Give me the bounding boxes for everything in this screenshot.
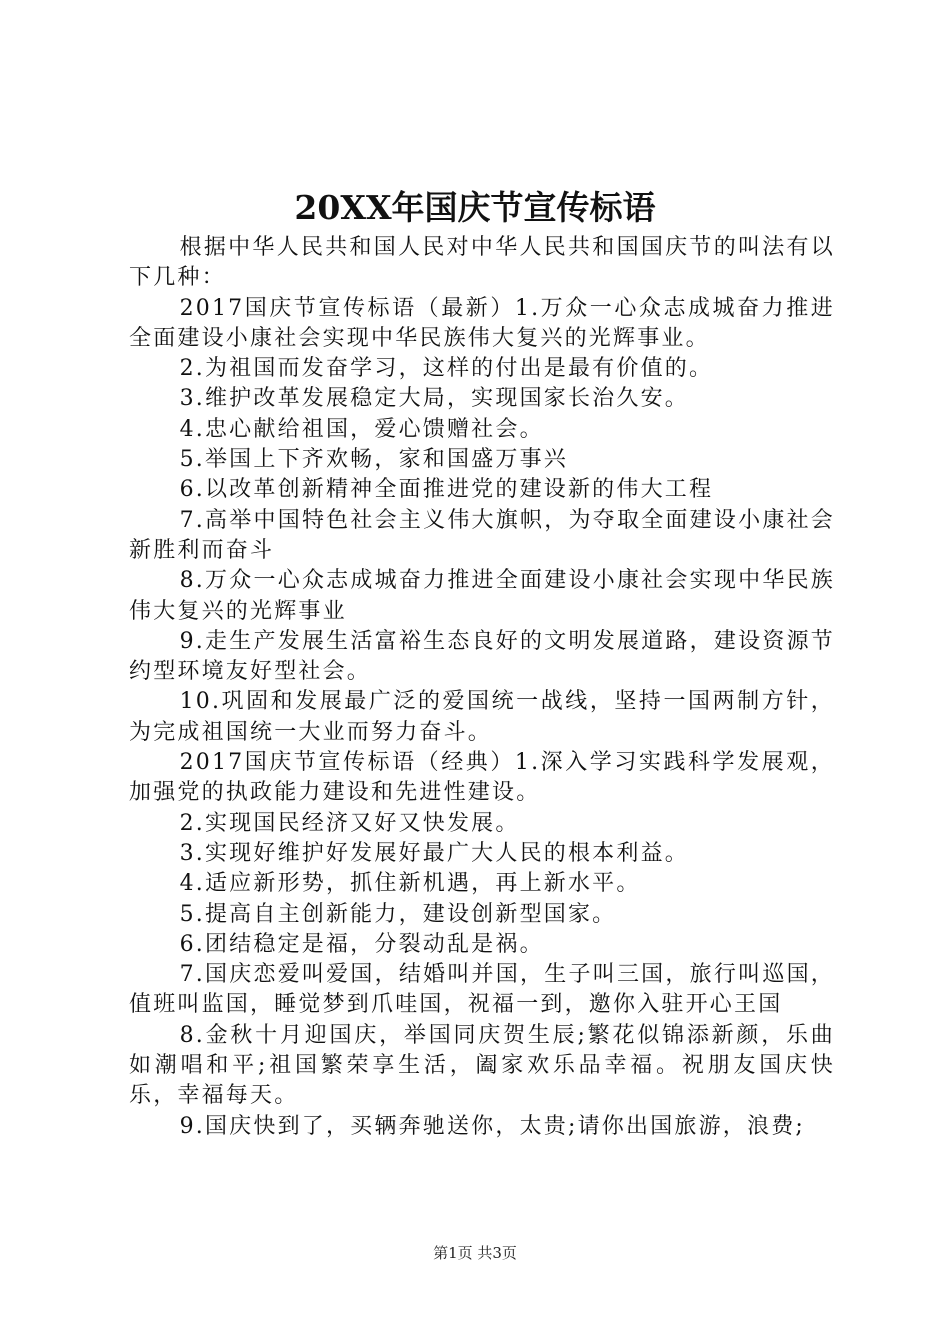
paragraph: 8.金秋十月迎国庆，举国同庆贺生辰;繁花似锦添新颜，乐曲如潮唱和平;祖国繁荣享生活，阖家欢乐品幸福。祝朋友国庆快乐，幸福每天。 [129,1022,835,1109]
paragraph: 9.国庆快到了，买辆奔驰送你，太贵;请你出国旅游，浪费; [179,1113,806,1139]
paragraph: 根据中华人民共和国人民对中华人民共和国国庆节的叫法有以下几种： [129,235,835,291]
page-title: 20XX年国庆节宣传标语 [294,188,656,227]
paragraph: 4.忠心献给祖国，爱心馈赠社会。 [179,416,544,442]
paragraph: 5.提高自主创新能力，建设创新型国家。 [179,901,617,927]
paragraph: 2017国庆节宣传标语（最新）1.万众一心众志成城奋力推进全面建设小康社会实现中华民族伟大复兴的光辉事业。 [129,295,835,351]
paragraph: 8.万众一心众志成城奋力推进全面建设小康社会实现中华民族伟大复兴的光辉事业 [129,568,835,624]
paragraph: 3.实现好维护好发展好最广大人民的根本利益。 [179,840,689,866]
paragraph: 2.实现国民经济又好又快发展。 [179,810,520,836]
paragraph: 6.团结稳定是福，分裂动乱是祸。 [179,931,544,957]
document-body [129,233,835,1142]
paragraph: 3.维护改革发展稳定大局，实现国家长治久安。 [179,386,689,412]
paragraph: 4.适应新形势，抓住新机遇，再上新水平。 [179,871,641,897]
paragraph: 7.国庆恋爱叫爱国，结婚叫并国，生子叫三国，旅行叫巡国，值班叫监国，睡觉梦到爪哇国，祝福一到，邀你入驻开心王国 [129,962,835,1018]
paragraph: 6.以改革创新精神全面推进党的建设新的伟大工程 [179,477,714,503]
paragraph: 7.高举中国特色社会主义伟大旗帜，为夺取全面建设小康社会新胜利而奋斗 [129,507,835,563]
paragraph: 5.举国上下齐欢畅，家和国盛万事兴 [179,447,568,473]
page-footer: 第1页 共3页 [433,1244,517,1262]
paragraph: 10.巩固和发展最广泛的爱国统一战线，坚持一国两制方针，为完成祖国统一大业而努力奋斗。 [129,689,835,745]
paragraph: 2.为祖国而发奋学习，这样的付出是最有价值的。 [179,356,714,382]
paragraph: 9.走生产发展生活富裕生态良好的文明发展道路，建设资源节约型环境友好型社会。 [129,628,835,685]
paragraph: 2017国庆节宣传标语（经典）1.深入学习实践科学发展观，加强党的执政能力建设和先进性建设。 [129,750,835,806]
